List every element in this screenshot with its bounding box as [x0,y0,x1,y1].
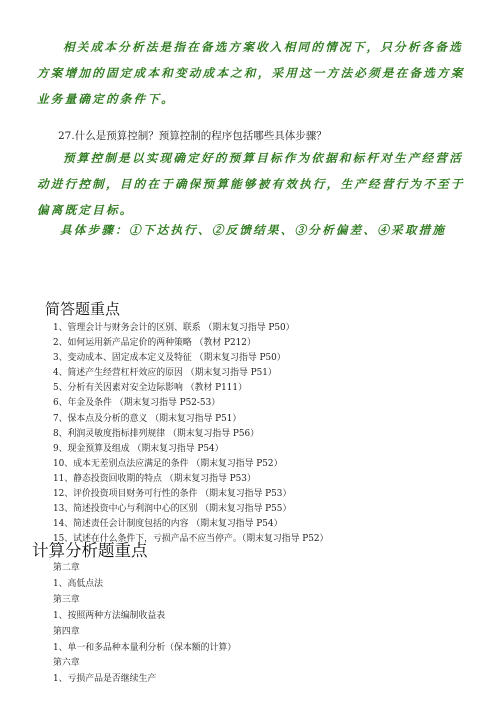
budget-control-steps: 具体步骤：①下达执行、②反馈结果、③分析偏差、④采取措施 [60,223,447,237]
list-item: 9、现金预算及组成 （期末复习指导 P54） [53,443,224,454]
list-item: 1、单一和多品种本量利分析（保本额的计算） [53,642,237,653]
list-item: 8、利润灵敏度指标排列规律 （期末复习指导 P56） [53,428,260,439]
list-item: 1、亏损产品是否继续生产 [53,674,157,685]
list-item: 2、如何运用新产品定价的两种策略 （教材 P212） [53,338,256,349]
list-item: 6、年金及条件 （期末复习指导 P52-53） [53,398,221,409]
chapter-label: 第二章 [53,563,80,573]
paragraph-budget-control: 预算控制是以实现确定好的预算目标作为依据和标杆对生产经营活动进行控制，目的在于确保预算能够被有效执行，生产经营行为不至于偏离既定目标。 [37,151,465,217]
list-item: 1、高低点法 [53,578,104,589]
list-item: 7、保本点及分析的意义 （期末复习指导 P51） [53,413,242,424]
list-item: 3、变动成本、固定成本定义及特征 （期末复习指导 P50） [53,353,286,364]
list-item: 1、管理会计与财务会计的区别、联系 （期末复习指导 P50） [53,323,295,333]
list-item: 12、评价投资项目财务可行性的条件 （期末复习指导 P53） [53,489,292,500]
chapter-label: 第四章 [53,626,80,637]
list-item: 11、静态投资回收期的特点 （期末复习指导 P53） [53,473,256,484]
list-item: 15、试述在什么条件下，亏损产品不应当停产。（期末复习指导 P52） [53,534,329,545]
chapter-label: 第六章 [53,658,80,669]
list-item: 4、简述产生经营杠杆效应的原因 （期末复习指导 P51） [53,368,277,379]
list-item: 1、按照两种方法编制收益表 [53,610,166,621]
list-item: 5、分析有关因素对安全边际影响 （教材 P111） [53,383,247,394]
short-answer-list [53,321,328,547]
question-27: 27.什么是预算控制？预算控制的程序包括哪些具体步骤？ [58,130,327,142]
list-item: 14、简述责任会计制度包括的内容 （期末复习指导 P54） [53,519,283,530]
paragraph-relevant-cost-method: 相关成本分析法是指在备选方案收入相同的情况下，只分析各备选方案增加的固定成本和变动成本之和，采用这一方法必须是在备选方案业务量确定的条件下。 [37,40,465,106]
list-item: 13、简述投资中心与利润中心的区别 （期末复习指导 P55） [53,504,292,515]
short-answer-heading: 简答题重点 [45,300,121,318]
calculation-list [53,561,236,688]
list-item: 10、成本无差别点法应满足的条件 （期末复习指导 P52） [53,458,283,469]
chapter-label: 第三章 [53,594,80,605]
calculation-heading: 计算分析题重点 [32,541,148,560]
